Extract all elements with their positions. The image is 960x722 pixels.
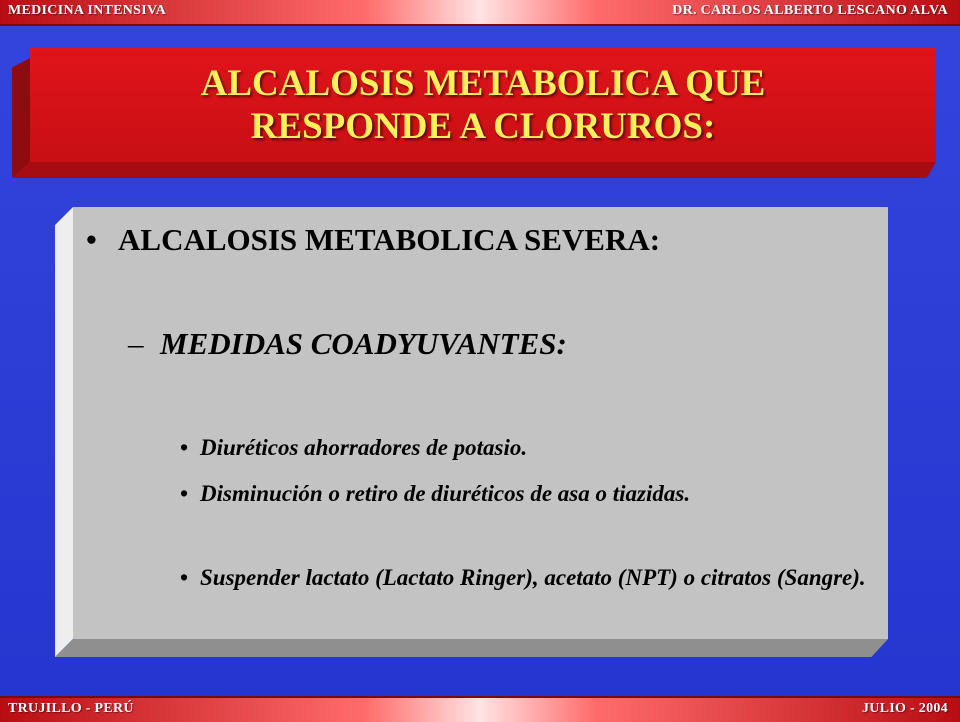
list-item-text: Disminución o retiro de diuréticos de asa o tiazidas. xyxy=(200,481,691,506)
title-line-2: RESPONDE A CLORUROS: xyxy=(250,106,716,147)
bullet-marker: • xyxy=(180,435,189,460)
bullet-marker: • xyxy=(180,565,189,590)
footer-band xyxy=(0,696,960,722)
title-banner-bottom xyxy=(12,162,936,178)
list-item-text: Diuréticos ahorradores de potasio. xyxy=(200,435,528,460)
list-item-text: Suspender lactato (Lactato Ringer), acetato (NPT) o citratos (Sangre). xyxy=(200,565,866,590)
heading-bullet-item xyxy=(86,222,660,258)
content-panel-side xyxy=(55,207,73,657)
subheading-item xyxy=(128,326,567,362)
footer-right-text: JULIO - 2004 xyxy=(861,701,948,716)
title-banner-side xyxy=(12,58,30,178)
dash-marker: – xyxy=(128,326,144,361)
footer-left-text: TRUJILLO - PERÚ xyxy=(8,701,134,716)
heading-text: ALCALOSIS METABOLICA SEVERA: xyxy=(118,222,661,257)
header-right-text: DR. CARLOS ALBERTO LESCANO ALVA xyxy=(672,3,948,18)
subheading-text: MEDIDAS COADYUVANTES: xyxy=(160,326,567,361)
content-panel-bottom xyxy=(55,639,888,657)
title-line-1: ALCALOSIS METABOLICA QUE xyxy=(200,63,766,104)
bullet-marker: • xyxy=(180,481,189,506)
header-left-text: MEDICINA INTENSIVA xyxy=(8,3,167,18)
header-band xyxy=(0,0,960,26)
list-item xyxy=(180,562,880,594)
title-banner-face xyxy=(30,48,936,162)
bullet-marker: • xyxy=(86,222,97,257)
list-item xyxy=(180,432,880,464)
list-item xyxy=(180,478,880,510)
title-banner xyxy=(12,48,936,178)
